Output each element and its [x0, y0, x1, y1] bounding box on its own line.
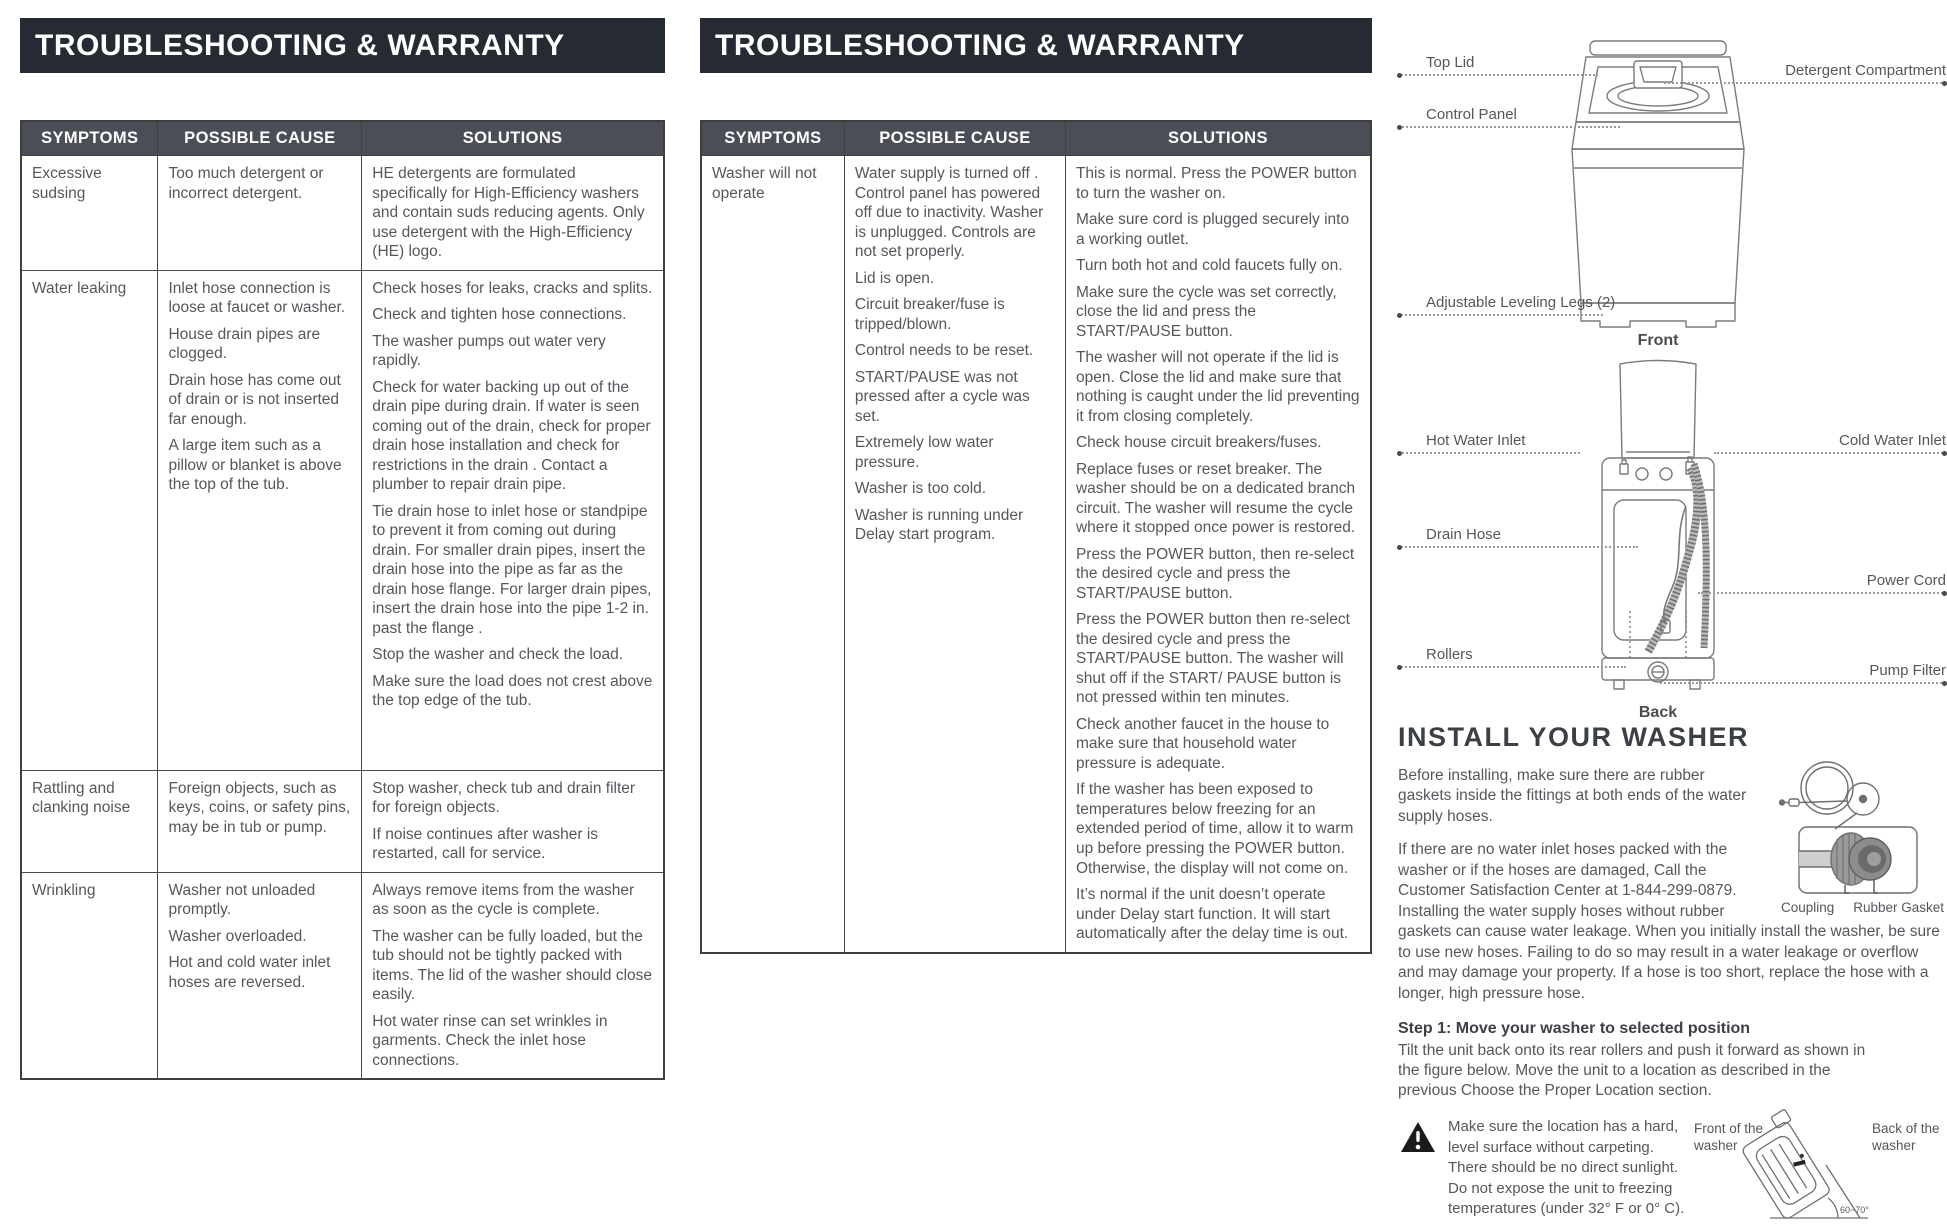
coupling-label: Coupling [1781, 900, 1835, 915]
cell-paragraph: Press the POWER button then re-select the desired cycle and press the START/PAUSE button. The washer will shut off if the START/ PAUSE button is not pressed within ten minutes. [1075, 611, 1350, 707]
label-drain-hose: Drain Hose [1398, 526, 1638, 548]
cell-paragraph: Extremely low water pressure. [854, 434, 994, 471]
cell-paragraph: Water supply is turned off . Control panel has powered off due to inactivity. Washer is unplugged. Controls are not set properly. [854, 165, 1044, 261]
leader-line [1664, 82, 1946, 84]
coupling-labels [1771, 900, 1946, 915]
cell-paragraph: Check for water backing up out of the drain pipe during drain. If water is seen coming out of the drain, check for proper drain hose installation and check for restrictions in the drain . Contact a plumber to repair drain pipe. [372, 378, 651, 494]
cell-paragraph: Washer not unloaded promptly. [168, 881, 316, 919]
symptom-cell [21, 770, 158, 872]
cause-cell [158, 156, 362, 271]
leader-line [1398, 666, 1626, 668]
front-caption: Front [1637, 332, 1679, 349]
cell-paragraph: Foreign objects, such as keys, coins, or safety pins, may be in tub or pump. [168, 779, 351, 836]
leader-line [1698, 592, 1946, 594]
label-cold-water-inlet: Cold Water Inlet [1714, 432, 1946, 454]
table-row [21, 872, 664, 1079]
table-row [701, 156, 1371, 953]
table-header-row [701, 121, 1371, 156]
warning-icon [1400, 1121, 1436, 1153]
cell-paragraph: Too much detergent or incorrect detergent. [168, 165, 324, 202]
column-header-solutions: SOLUTIONS [1065, 121, 1371, 156]
cell-paragraph: Lid is open. [854, 269, 935, 287]
solutions-cell [362, 770, 664, 872]
column-header-symptoms: SYMPTOMS [21, 121, 158, 156]
section-banner-left [20, 18, 665, 73]
cell-paragraph: Check and tighten hose connections. [372, 306, 627, 324]
cell-paragraph: House drain pipes are clogged. [168, 325, 321, 363]
label-hot-water-inlet: Hot Water Inlet [1398, 432, 1580, 454]
cause-cell [844, 156, 1065, 953]
cell-paragraph: The washer pumps out water very rapidly. [372, 332, 606, 370]
troubleshooting-table-left [20, 120, 665, 1080]
cell-paragraph: If noise continues after washer is restarted, call for service. [372, 825, 599, 863]
tilted-washer-illustration [1768, 1117, 1872, 1229]
leader-line [1398, 546, 1638, 548]
cause-cell [158, 770, 362, 872]
cell-paragraph: HE detergents are formulated specifically for High-Efficiency washers and contain suds reducing agents. Only use detergent with the High-Efficiency (HE) logo. [372, 165, 645, 261]
install-paragraph-2: If there are no water inlet hoses packed with the washer or if the hoses are damaged, Call the Customer Satisfaction Center at 1-844-299-0879. Installing the water supply hoses without rubber gaskets can cause water leakage. When you initially install the washer, be sure to use new hoses. Failing to do so may result in a water leakage or overflow and may damage your property. If a hose is too short, replace the hose with a longer, high pressure hose. [1398, 841, 1940, 1002]
label-rollers: Rollers [1398, 646, 1626, 668]
cell-paragraph: Make sure cord is plugged securely into a working outlet. [1075, 211, 1350, 248]
rubber-gasket-label: Rubber Gasket [1853, 900, 1944, 915]
leader-line [1660, 682, 1946, 684]
warning-text: Make sure the location has a hard, level surface without carpeting. There should be no direct sunlight. Do not expose the unit to freezing temperatures (under 32° F or 0° C). [1448, 1118, 1685, 1217]
cause-cell [158, 872, 362, 1079]
page-title: TROUBLESHOOTING & WARRANTY [35, 28, 565, 62]
step1-text: Tilt the unit back onto its rear rollers and push it forward as shown in the figure below. Move the unit to a location as described in the previous Choose the Proper Location section. [1398, 1041, 1866, 1100]
step1-title: Step 1: Move your washer to selected position [1398, 1019, 1751, 1037]
cell-paragraph: Check hoses for leaks, cracks and splits. [372, 279, 653, 297]
cell-paragraph: It’s normal if the unit doesn’t operate under Delay start function. It will start automatically after the delay time is out. [1075, 886, 1349, 943]
symptom-cell [21, 156, 158, 271]
section-banner-middle [700, 18, 1372, 73]
symptom-text: Wrinkling [32, 881, 96, 899]
cell-paragraph: Circuit breaker/fuse is tripped/blown. [854, 296, 1005, 333]
warning-block [1398, 1117, 1946, 1229]
symptom-text: Washer will not operate [712, 165, 817, 202]
leader-line [1398, 452, 1580, 454]
symptom-cell [21, 872, 158, 1079]
install-paragraph-1: Before installing, make sure there are rubber gaskets inside the fittings at both ends of the water supply hoses. [1398, 767, 1747, 825]
cell-paragraph: Turn both hot and cold faucets fully on. [1075, 257, 1343, 275]
column-header-symptoms: SYMPTOMS [701, 121, 844, 156]
cell-paragraph: If the washer has been exposed to temperatures below freezing for an extended period of time, allow it to warm up before pressing the POWER button. Otherwise, the display will not come on. [1075, 781, 1354, 877]
leader-line [1398, 126, 1620, 128]
back-caption: Back [1638, 704, 1678, 721]
cell-paragraph: Drain hose has come out of drain or is not inserted far enough. [168, 371, 341, 428]
cell-paragraph: START/PAUSE was not pressed after a cycle was set. [854, 368, 1030, 425]
tilt-angle-label: 60~70° [1840, 1205, 1869, 1216]
cell-paragraph: Replace fuses or reset breaker. The washer should be on a dedicated branch circuit. The washer will resume the cycle where it stopped once power is restored. [1075, 460, 1356, 537]
cell-paragraph: The washer can be fully loaded, but the tub should not be tightly packed with items. The lid of the washer should close easily. [372, 927, 653, 1004]
cell-paragraph: Hot water rinse can set wrinkles in garments. Check the inlet hose connections. [372, 1012, 608, 1069]
leader-line [1714, 452, 1946, 454]
cell-paragraph: Make sure the load does not crest above the top edge of the tub. [372, 672, 653, 710]
table-row [21, 270, 664, 770]
table-row [21, 770, 664, 872]
solutions-cell [362, 156, 664, 271]
label-leveling-legs: Adjustable Leveling Legs (2) [1398, 294, 1603, 316]
solutions-cell [1065, 156, 1371, 953]
label-detergent-compartment: Detergent Compartment [1664, 62, 1946, 84]
tilt-front-label: Front of the washer [1694, 1121, 1764, 1154]
symptom-cell [21, 270, 158, 770]
symptom-text: Water leaking [32, 279, 127, 297]
symptom-text: Rattling and clanking noise [32, 779, 131, 817]
cell-paragraph: Control needs to be reset. [854, 342, 1034, 360]
cell-paragraph: Inlet hose connection is loose at faucet or washer. [168, 279, 346, 317]
label-power-cord: Power Cord [1698, 572, 1946, 594]
symptom-cell [701, 156, 844, 953]
install-section [1398, 722, 1946, 1229]
symptom-text: Excessive sudsing [32, 165, 102, 202]
cell-paragraph: A large item such as a pillow or blanket is above the top of the tub. [168, 437, 342, 494]
coupling-figure [1771, 755, 1946, 915]
solutions-cell [362, 270, 664, 770]
front-diagram [1398, 10, 1946, 350]
label-control-panel: Control Panel [1398, 106, 1620, 128]
tilt-back-label: Back of the washer [1872, 1121, 1940, 1154]
cell-paragraph: Check house circuit breakers/fuses. [1075, 434, 1322, 452]
leader-line [1398, 314, 1603, 316]
label-top-lid: Top Lid [1398, 54, 1598, 76]
cell-paragraph: Stop washer, check tub and drain filter for foreign objects. [372, 779, 636, 817]
cell-paragraph: Washer overloaded. [168, 927, 307, 945]
cause-cell [158, 270, 362, 770]
cell-paragraph: Tie drain hose to inlet hose or standpipe to prevent it from coming out during drain. For smaller drain pipes, insert the drain hose into the pipe as far as the drain hose flange. For larger drain pipes, insert the drain hose into the pipe 1-2 in. past the flange . [372, 502, 652, 637]
table-header-row [21, 121, 664, 156]
label-pump-filter: Pump Filter [1660, 662, 1946, 684]
column-header-solutions: SOLUTIONS [362, 121, 664, 156]
cell-paragraph: Washer is running under Delay start program. [854, 506, 1024, 544]
troubleshooting-table-middle [700, 120, 1372, 954]
cell-paragraph: This is normal. Press the POWER button to turn the washer on. [1075, 165, 1357, 202]
tilt-figure [1694, 1117, 1946, 1229]
cell-paragraph: Hot and cold water inlet hoses are reversed. [168, 954, 331, 991]
hose-coupling-illustration [1771, 755, 1941, 897]
cell-paragraph: Press the POWER button, then re-select the desired cycle and press the START/PAUSE button. [1075, 545, 1355, 602]
cell-paragraph: Washer is too cold. [854, 480, 987, 498]
cell-paragraph: Check another faucet in the house to make sure that household water pressure is adequate. [1075, 715, 1330, 772]
right-section [1398, 10, 1946, 1217]
column-header-cause: POSSIBLE CAUSE [844, 121, 1065, 156]
table-row [21, 156, 664, 271]
cell-paragraph: The washer will not operate if the lid is open. Close the lid and make sure that nothing is caught under the lid preventing it from closing completely. [1075, 349, 1360, 425]
column-header-cause: POSSIBLE CAUSE [158, 121, 362, 156]
cell-paragraph: Always remove items from the washer as soon as the cycle is complete. [372, 881, 635, 919]
page-title: TROUBLESHOOTING & WARRANTY [715, 28, 1245, 62]
middle-section [700, 18, 1372, 954]
cell-paragraph: Make sure the cycle was set correctly, close the lid and press the START/PAUSE button. [1075, 283, 1337, 340]
leader-line [1398, 74, 1598, 76]
solutions-cell [362, 872, 664, 1079]
install-title: INSTALL YOUR WASHER [1398, 722, 1750, 752]
back-diagram [1398, 350, 1946, 722]
left-section [20, 18, 665, 1080]
cell-paragraph: Stop the washer and check the load. [372, 646, 624, 664]
